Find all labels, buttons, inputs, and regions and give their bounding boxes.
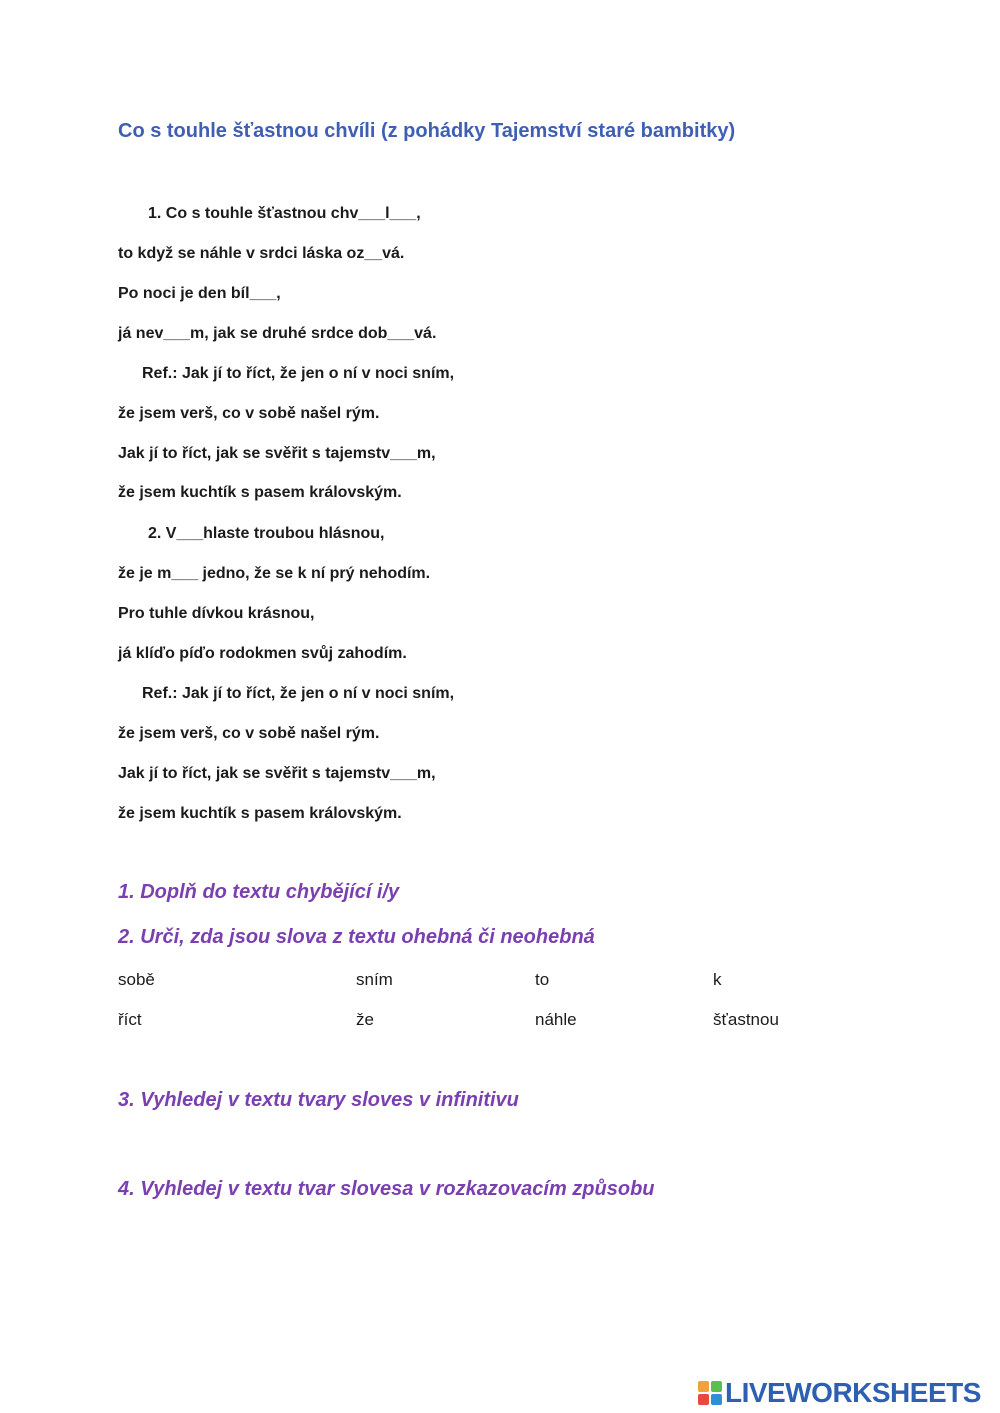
- lyric-line: Ref.: Jak jí to říct, že jen o ní v noci sním,: [142, 365, 455, 382]
- lyric-line: Jak jí to říct, jak se svěřit s tajemstv___m,: [118, 765, 436, 782]
- logo-square: [711, 1394, 722, 1405]
- liveworksheets-logo: [698, 1378, 981, 1408]
- lyric-line: Po noci je den bíl___,: [118, 285, 281, 302]
- word-cell: sobě: [118, 970, 155, 989]
- word-cell: že: [356, 1010, 374, 1029]
- lyric-line: že jsem kuchtík s pasem královským.: [118, 484, 402, 501]
- word-cell: to: [535, 970, 550, 989]
- lyric-line: že jsem verš, co v sobě našel rým.: [118, 405, 380, 422]
- lyric-line: Jak jí to říct, jak se svěřit s tajemstv___m,: [118, 445, 436, 462]
- word-cell: říct: [118, 1010, 142, 1029]
- lyric-line: Pro tuhle dívkou krásnou,: [118, 605, 315, 622]
- task-1: 1. Doplň do textu chybějící i/y: [118, 881, 400, 903]
- logo-text: LIVEWORKSHEETS: [725, 1377, 981, 1408]
- word-cell: šťastnou: [713, 1010, 779, 1029]
- worksheet-title: Co s touhle šťastnou chvíli (z pohádky Tajemství staré bambitky): [118, 120, 736, 142]
- lyric-line: že jsem verš, co v sobě našel rým.: [118, 725, 380, 742]
- word-cell: sním: [356, 970, 393, 989]
- lyric-line: že jsem kuchtík s pasem královským.: [118, 805, 402, 822]
- lyric-line: že je m___ jedno, že se k ní prý nehodím.: [118, 565, 431, 582]
- task-3: 3. Vyhledej v textu tvary sloves v infinitivu: [118, 1089, 519, 1111]
- logo-square: [698, 1381, 709, 1392]
- lyric-line: já nev___m, jak se druhé srdce dob___vá.: [118, 325, 437, 342]
- lyric-line: to když se náhle v srdci láska oz__vá.: [118, 245, 405, 262]
- word-cell: náhle: [535, 1010, 577, 1029]
- lyric-line: 1. Co s touhle šťastnou chv___l___,: [148, 205, 421, 222]
- task-2: 2. Urči, zda jsou slova z textu ohebná či neohebná: [118, 926, 595, 948]
- word-cell: k: [713, 970, 722, 989]
- task-4: 4. Vyhledej v textu tvar slovesa v rozkazovacím způsobu: [118, 1178, 655, 1200]
- logo-squares-icon: [698, 1381, 722, 1405]
- lyric-line: Ref.: Jak jí to říct, že jen o ní v noci sním,: [142, 685, 455, 702]
- lyric-line: já klíďo píďo rodokmen svůj zahodím.: [118, 645, 407, 662]
- logo-square: [698, 1394, 709, 1405]
- lyric-line: 2. V___hlaste troubou hlásnou,: [148, 525, 385, 542]
- logo-square: [711, 1381, 722, 1392]
